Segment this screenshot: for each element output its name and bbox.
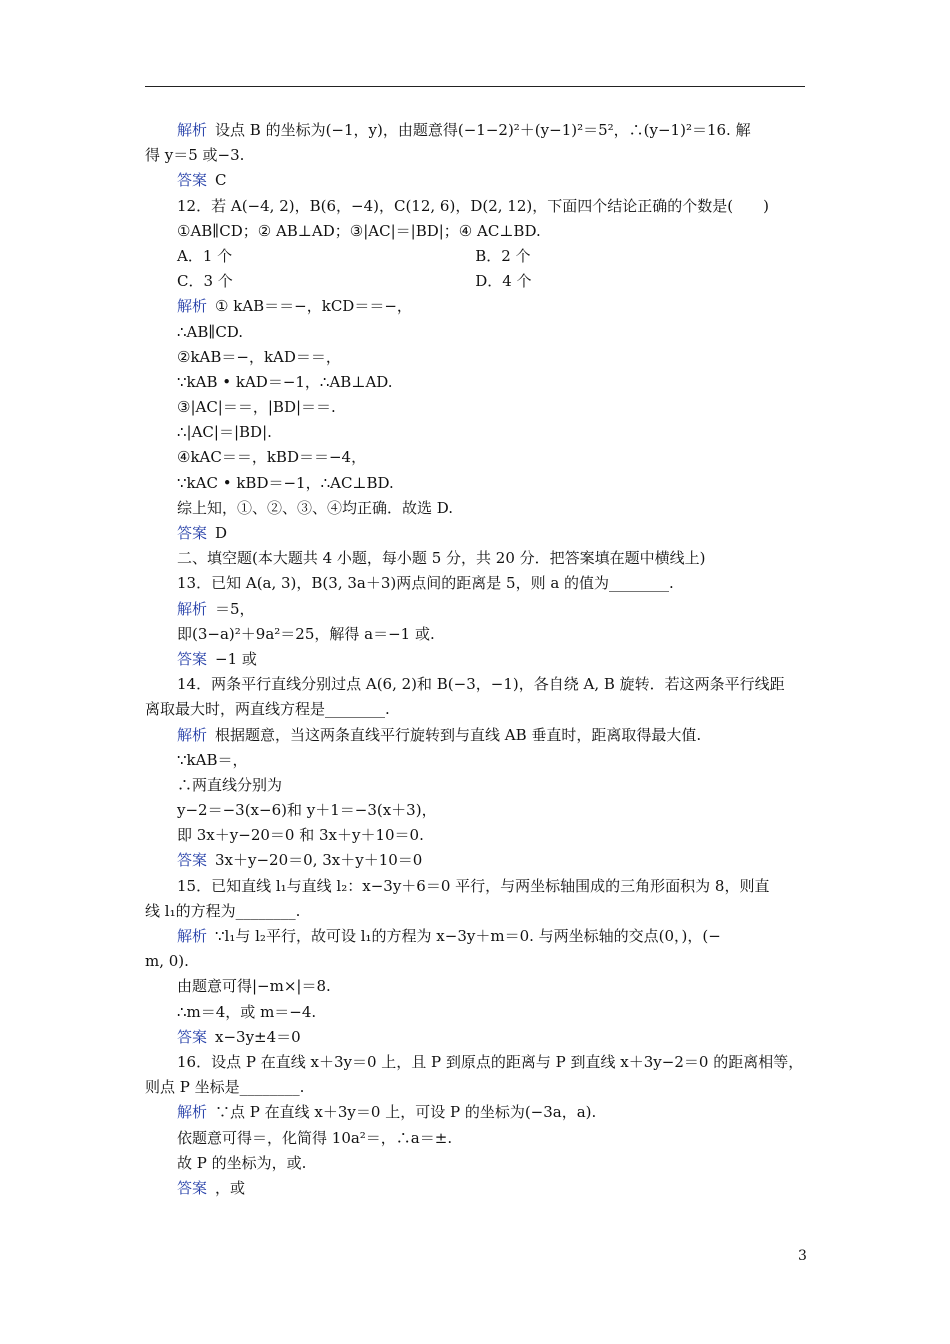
line-text: ，或	[215, 1178, 246, 1197]
line-text: ① kAB＝＝−，kCD＝＝−，	[215, 297, 412, 316]
text-line	[145, 622, 805, 647]
choice-option: B．2 个	[475, 246, 531, 265]
line-text: D	[215, 524, 228, 542]
line-text: 由题意可得|−m×|＝8.	[177, 977, 331, 996]
header-rule	[145, 86, 805, 87]
line-text: ∵l₁与 l₂平行，故可设 l₁的方程为 x−3y＋m＝0. 与两坐标轴的交点(0，)，(−	[215, 927, 721, 945]
line-text: m, 0).	[145, 952, 189, 971]
text-line	[145, 1050, 805, 1075]
labeled-line	[145, 1100, 805, 1125]
section-label: 解析	[177, 121, 208, 139]
line-text: 即(3−a)²＋9a²＝25，解得 a＝−1 或.	[177, 624, 435, 643]
line-text: 根据题意，当这两条直线平行旋转到与直线 AB 垂直时，距离取得最大值.	[215, 725, 702, 744]
section-label: 解析	[177, 599, 208, 618]
line-text: ∴m＝4，或 m＝−4.	[177, 1002, 317, 1021]
labeled-line	[145, 168, 805, 193]
text-line	[145, 697, 805, 722]
line-text: ∵kAB • kAD＝−1，∴AB⊥AD.	[177, 372, 393, 391]
line-text: C	[215, 171, 227, 190]
text-line	[145, 1000, 805, 1025]
line-text: ∴AB∥CD.	[177, 322, 244, 341]
text-line	[145, 1126, 805, 1151]
text-line	[145, 496, 805, 521]
line-text: 14．两条平行直线分别过点 A(6, 2)和 B(−3，−1)，各自绕 A, B 旋转．若这两条平行线距	[177, 675, 785, 694]
line-text: ①AB∥CD；② AB⊥AD；③|AC|＝|BD|；④ AC⊥BD.	[177, 221, 541, 240]
text-line	[145, 773, 805, 798]
text-line	[145, 949, 805, 974]
line-text: 故 P 的坐标为，或.	[177, 1153, 307, 1172]
section-label: 答案	[177, 524, 208, 542]
line-text: ∴两直线分别为	[177, 775, 283, 794]
line-text: ②kAB＝−，kAD＝＝，	[177, 347, 341, 366]
choice-option: C．3 个	[177, 272, 233, 291]
line-text: 得 y＝5 或−3.	[145, 146, 245, 165]
line-text: 15．已知直线 l₁与直线 l₂：x−3y＋6＝0 平行，与两坐标轴围成的三角形面积为 8，则直	[177, 876, 770, 895]
line-text: ＝5，	[215, 599, 255, 618]
section-label: 答案	[177, 851, 208, 870]
line-text: ∴|AC|＝|BD|.	[177, 423, 272, 442]
text-line	[145, 899, 805, 924]
text-line	[145, 874, 805, 899]
labeled-line	[145, 1025, 805, 1050]
labeled-line	[145, 647, 805, 672]
line-text: 依题意可得＝，化简得 10a²＝，∴a＝±.	[177, 1128, 453, 1147]
text-line	[145, 370, 805, 395]
text-line	[145, 345, 805, 370]
text-line	[145, 219, 805, 244]
text-line	[145, 823, 805, 848]
line-text: ④kAC＝＝，kBD＝＝−4，	[177, 448, 367, 467]
text-line	[145, 672, 805, 697]
text-line	[145, 546, 805, 571]
section-label: 答案	[177, 1178, 208, 1197]
line-text: 3x＋y−20＝0, 3x＋y＋10＝0	[215, 851, 423, 870]
line-text: ∵kAB＝，	[177, 750, 248, 769]
labeled-line	[145, 294, 805, 319]
labeled-line	[145, 521, 805, 546]
labeled-line	[145, 1176, 805, 1201]
text-line	[145, 143, 805, 168]
labeled-line	[145, 723, 805, 748]
line-text: 离取最大时，两直线方程是________.	[145, 700, 390, 719]
section-label: 解析	[177, 1103, 208, 1122]
text-line	[145, 798, 805, 823]
section-label: 答案	[177, 1027, 208, 1046]
page-number: 3	[798, 1248, 807, 1264]
labeled-line	[145, 848, 805, 873]
line-text: 16．设点 P 在直线 x＋3y＝0 上，且 P 到原点的距离与 P 到直线 x＋3y−2＝0 的距离相等，	[177, 1052, 804, 1071]
section-label: 答案	[177, 649, 208, 668]
line-text: −1 或	[215, 649, 257, 668]
text-line	[145, 748, 805, 773]
line-text: ∵点 P 在直线 x＋3y＝0 上，可设 P 的坐标为(−3a，a).	[215, 1103, 597, 1122]
text-line	[145, 320, 805, 345]
labeled-line	[145, 597, 805, 622]
line-text: 12．若 A(−4, 2)，B(6，−4)，C(12, 6)，D(2, 12)，下面四个结论正确的个数是( )	[177, 196, 769, 215]
labeled-line	[145, 118, 805, 143]
text-line	[145, 471, 805, 496]
text-line	[145, 445, 805, 470]
choice-row	[145, 244, 805, 269]
choice-row	[145, 269, 805, 294]
line-text: ③|AC|＝＝，|BD|＝＝.	[177, 398, 336, 417]
line-text: 设点 B 的坐标为(−1，y)，由题意得(−1−2)²＋(y−1)²＝5²，∴(y−1)²＝16. 解	[215, 121, 751, 139]
section-label: 解析	[177, 725, 208, 744]
line-text: 线 l₁的方程为________.	[145, 901, 301, 920]
section-label: 解析	[177, 927, 208, 945]
section-label: 解析	[177, 297, 208, 316]
labeled-line	[145, 924, 805, 949]
text-line	[145, 420, 805, 445]
text-line	[145, 1075, 805, 1100]
section-label: 答案	[177, 171, 208, 190]
line-text: 二、填空题(本大题共 4 小题，每小题 5 分，共 20 分．把答案填在题中横线上)	[177, 549, 706, 568]
line-text: ∵kAC • kBD＝−1，∴AC⊥BD.	[177, 473, 394, 492]
choice-option: D．4 个	[475, 272, 532, 291]
line-text: 综上知，①、②、③、④均正确．故选 D.	[177, 498, 454, 517]
text-line	[145, 1151, 805, 1176]
text-line	[145, 395, 805, 420]
text-line	[145, 571, 805, 596]
line-text: x−3y±4＝0	[215, 1027, 301, 1046]
line-text: 即 3x＋y−20＝0 和 3x＋y＋10＝0.	[177, 826, 424, 845]
choice-option: A．1 个	[177, 246, 233, 265]
page-body	[145, 118, 805, 1201]
text-line	[145, 194, 805, 219]
line-text: 13．已知 A(a, 3)，B(3, 3a＋3)两点间的距离是 5，则 a 的值为________.	[177, 574, 674, 593]
line-text: 则点 P 坐标是________.	[145, 1078, 305, 1097]
line-text: y−2＝−3(x−6)和 y＋1＝−3(x＋3)，	[177, 801, 437, 820]
text-line	[145, 974, 805, 999]
